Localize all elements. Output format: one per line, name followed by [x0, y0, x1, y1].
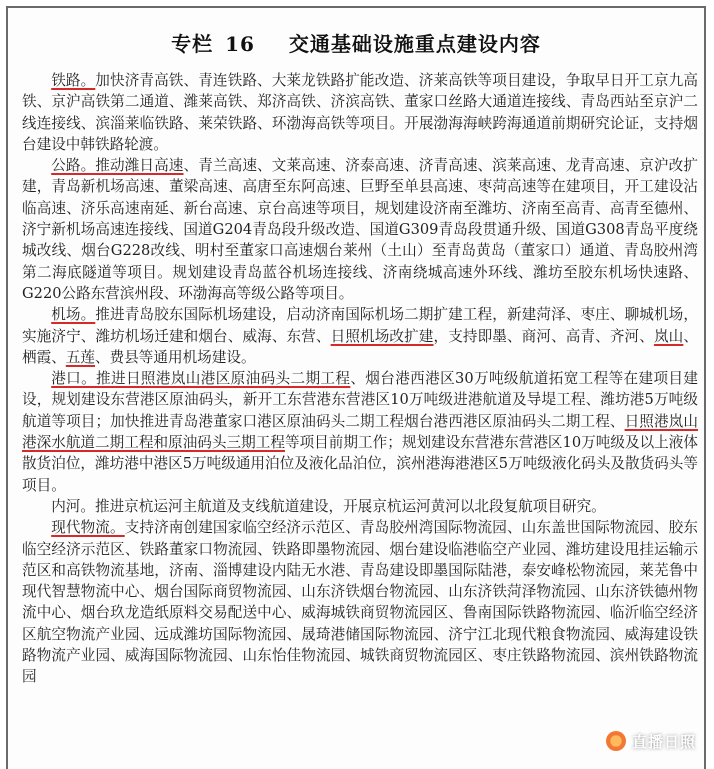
- paragraph-logistics: [22, 517, 698, 687]
- title-number: 16: [225, 32, 255, 56]
- document-body: [22, 70, 698, 688]
- paragraph-port: [22, 368, 698, 496]
- text-run: 、烟台港西港区30万吨级航道拓宽工程等在建项目建设，规划建设东营港区原油码头，新开工东营港东营港区10万吨级进港航道及导堤工程、潍坊港5万吨级航道等项目；加快推进青岛港董家口港区原油码头二期工程烟台港西港区原油码头二期工程、: [22, 370, 698, 430]
- paragraph-inland: [22, 496, 698, 517]
- paragraph-railway: [22, 70, 698, 155]
- text-run: 、青兰高速、文莱高速、济泰高速、济青高速、滨莱高速、龙青高速、京沪改扩建，青岛新机场高速、董梁高速、高唐至东阿高速、巨野至单县高速、枣菏高速等在建项目，开工建设沾临高速、济乐高速南延、新台高速、京台高速等项目，规划建设济南至潍坊、济南至高青、高青至德州、济宁新机场高速连接线、国道G204青岛段升级改造、国道G309青岛段贯通升级、国道G308青岛平度绕城改线、烟台G228改线、明村至董家口高速烟台莱州（土山）至青岛黄岛（董家口）通道、青岛胶州湾第二海底隧道等项目。规划建设青岛蓝谷机场连接线、济南绕城高速外环线、潍坊至胶东机场快速路、G220公路东营滨州段、环渤海高等级公路等项目。: [22, 157, 698, 302]
- document-panel: [6, 6, 706, 769]
- underlined-phrase: 日照机场改扩建: [330, 327, 434, 345]
- page-title: [8, 28, 704, 57]
- underlined-phrase: 铁路。: [51, 72, 96, 89]
- title-label: 专栏: [171, 32, 214, 56]
- text-run: 、栖霞、: [22, 327, 698, 366]
- underlined-phrase: 公路。推动潍日高速: [51, 157, 184, 175]
- watermark: [606, 727, 696, 755]
- paragraph-highway: [22, 155, 698, 304]
- paragraph-airport: [22, 304, 698, 368]
- text-run: 加快济青高铁、青连铁路、大莱龙铁路扩能改造、济莱高铁等项目建设，争取早日开工京九高铁、京沪高铁第二通道、潍莱高铁、郑济高铁、济滨高铁、董家口丝路大通道连接线、青岛西站至京沪二线连接线、滨淄莱临铁路、莱荣铁路、环渤海高铁等项目。开展渤海海峡跨海通道前期研究论证，支持烟台建设中韩铁路轮渡。: [22, 72, 698, 153]
- underlined-phrase: 岚山: [653, 327, 684, 345]
- text-run: 等项目前期工作；规划建设东营港东营港区10万吨级及以上液体散货泊位，潍坊港中港区5万吨级通用泊位及液化品泊位，滨州港海港港区5万吨级液化码头及散货码头等项目。: [22, 434, 698, 494]
- text-run: ，支持即墨、商河、高青、齐河、: [433, 327, 654, 345]
- underlined-phrase: 港口。推进日照港岚山港区原油码头二期工程: [51, 370, 351, 388]
- underlined-phrase: 五莲: [65, 348, 95, 366]
- text-run: 推进青岛胶东国际机场建设，启动济南国际机场二期扩建工程，新建菏泽、枣庄、聊城机场，实施济宁、潍坊机场迁建和烟台、威海、东营、: [22, 306, 698, 345]
- underlined-phrase: 现代物流。: [51, 519, 125, 537]
- underlined-phrase: 机场。: [51, 306, 96, 324]
- logo-icon: [606, 731, 626, 751]
- title-text: 交通基础设施重点建设内容: [288, 32, 541, 56]
- underlined-phrase: 日照港岚山港深水航道二期工程和原油码头三期工程: [22, 412, 698, 452]
- watermark-text: 直播日照: [631, 732, 696, 751]
- text-run: 支持济南创建国家临空经济示范区、青岛胶州湾国际物流园、山东盖世国际物流园、胶东临空经济示范区、铁路董家口物流园、铁路即墨物流园、烟台建设临港临空产业园、潍坊建设甩挂运输示范区和高铁物流基地，济南、淄博建设内陆无水港、青岛建设即墨国际陆港，泰安峰松物流园，莱芜鲁中现代智慧物流中心、烟台国际商贸物流园、山东济铁烟台物流园、山东济铁菏泽物流园、山东济铁德州物流中心、烟台玖龙造纸原料交易配送中心、威海城铁商贸物流园区、鲁南国际铁路物流园、临沂临空经济区航空物流产业园、远成潍坊国际物流园、晟琦港储国际物流园、济宁江北现代粮食物流园、威海建设铁路物流产业园、威海国际物流园、山东怡佳物流园、城铁商贸物流园区、枣庄铁路物流园、滨州铁路物流园: [22, 519, 698, 686]
- text-run: 、费县等通用机场建设。: [95, 348, 256, 366]
- text-run: 内河。推进京杭运河主航道及支线航道建设，开展京杭运河黄河以北段复航项目研究。: [51, 497, 606, 515]
